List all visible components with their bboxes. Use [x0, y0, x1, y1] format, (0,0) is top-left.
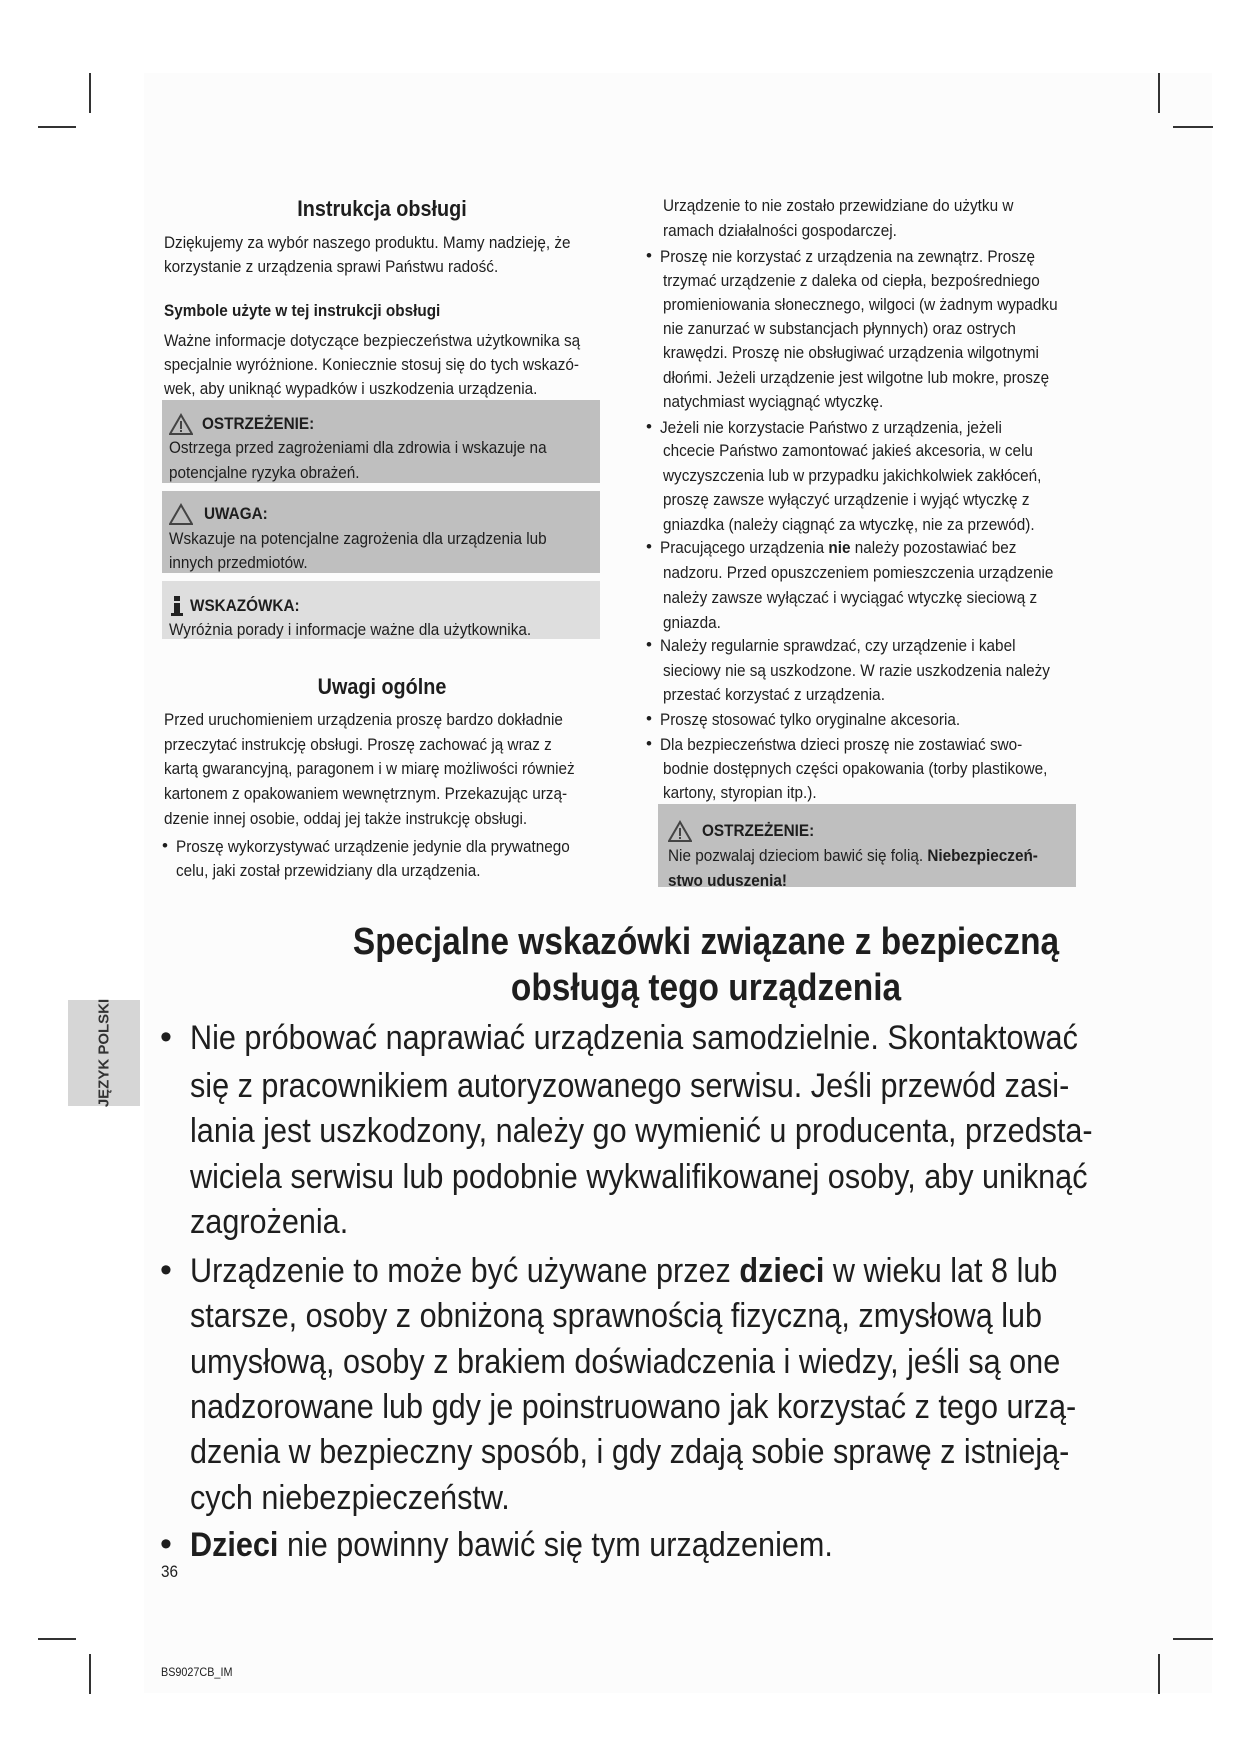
bullet-icon: •	[160, 1017, 172, 1056]
safety-bullet-line: dzenia w bezpieczny sposób, i gdy zdają sobie sprawę z istnieją-	[190, 1433, 1070, 1471]
bullet-line: krawędzi. Proszę nie obsługiwać urządzenia wilgotnymi	[663, 343, 1039, 362]
warning-triangle-icon	[169, 413, 193, 435]
text-segment: Nie pozwalaj dzieciom bawić się folią.	[668, 846, 928, 865]
paragraph-line: Urządzenie to nie zostało przewidziane do użytku w	[663, 196, 1014, 215]
paragraph-line: kartą gwarancyjną, paragonem i w miarę możliwości również	[164, 759, 575, 778]
bullet-line: trzymać urządzenie z daleka od ciepła, bezpośredniego	[663, 271, 1040, 290]
paragraph-line: przeczytać instrukcję obsługi. Proszę zachować ją wraz z	[164, 735, 552, 754]
text-segment: nie powinny bawić się tym urządzeniem.	[278, 1526, 833, 1564]
bullet-icon: •	[160, 1524, 172, 1563]
language-label: JĘZYK POLSKI	[95, 998, 113, 1108]
bullet-line: Dla bezpieczeństwa dzieci proszę nie zostawiać swo-	[660, 735, 1023, 754]
crop-mark	[89, 73, 91, 113]
tip-label: WSKAZÓWKA:	[190, 596, 300, 615]
page-number: 36	[161, 1562, 179, 1581]
section-title: Instrukcja obsługi	[297, 196, 467, 221]
crop-mark	[38, 126, 76, 128]
bullet-line: należy zawsze wyłączać i wyciągać wtyczkę sieciową z	[663, 588, 1038, 607]
bullet-line: bodnie dostępnych części opakowania (torby plastikowe,	[663, 759, 1048, 778]
bullet-line: wyczyszczenia lub w przypadku jakichkolwiek zakłóceń,	[663, 466, 1042, 485]
bullet-icon: •	[646, 635, 652, 655]
safety-bullet-line: zagrożenia.	[190, 1203, 349, 1241]
caution-text: Wskazuje na potencjalne zagrożenia dla urządzenia lub	[169, 529, 547, 548]
safety-bullet-line	[190, 1249, 1057, 1293]
crop-mark	[1158, 73, 1160, 113]
safety-bullet-line: starsze, osoby z obniżoną sprawnością fizyczną, zmysłową lub	[190, 1297, 1043, 1335]
bullet-icon: •	[646, 537, 652, 557]
bullet-line: sieciowy nie są uszkodzone. W razie uszkodzenia należy	[663, 661, 1050, 680]
text-segment: Pracującego urządzenia	[660, 538, 829, 557]
crop-mark	[1173, 1638, 1213, 1640]
text-segment: należy pozostawiać bez	[850, 538, 1017, 557]
caution-triangle-icon	[169, 503, 193, 525]
bold-text: dzieci	[739, 1252, 825, 1290]
bullet-line: dłońmi. Jeżeli urządzenie jest wilgotne lub mokre, proszę	[663, 368, 1050, 387]
safety-bullet-line: nadzorowane lub gdy je poinstruowano jak korzystać z tego urzą-	[190, 1388, 1077, 1426]
bullet-icon: •	[646, 246, 652, 266]
bullet-icon: •	[160, 1250, 172, 1289]
bullet-icon: •	[646, 734, 652, 754]
bold-text: stwo uduszenia!	[668, 871, 788, 890]
paragraph-line: Ważne informacje dotyczące bezpieczeństwa użytkownika są	[164, 331, 581, 350]
document-code: BS9027CB_IM	[161, 1665, 233, 1679]
bold-text: nie	[828, 538, 851, 557]
bullet-line: przestać korzystać z urządzenia.	[663, 685, 885, 704]
bullet-line: nie zanurzać w substancjach płynnych) oraz ostrych	[663, 319, 1016, 338]
paragraph-line: dzenie innej osobie, oddaj jej także instrukcję obsługi.	[164, 809, 528, 828]
bold-text: Dzieci	[190, 1526, 279, 1564]
safety-bullet-line: się z pracownikiem autoryzowanego serwisu. Jeśli przewód zasi-	[190, 1067, 1070, 1105]
bold-text: Niebezpieczeń-	[927, 846, 1038, 865]
safety-bullet-line: wiciela serwisu lub podobnie wykwalifikowanej osoby, aby uniknąć	[190, 1158, 1088, 1196]
crop-mark	[89, 1654, 91, 1694]
warning-text: potencjalne ryzyka obrażeń.	[169, 463, 360, 482]
text-segment: Urządzenie to może być używane przez	[190, 1252, 740, 1290]
bullet-line: natychmiast wyciągnąć wtyczkę.	[663, 392, 884, 411]
warning-text	[668, 869, 787, 893]
safety-bullet-line: Nie próbować naprawiać urządzenia samodzielnie. Skontaktować	[190, 1019, 1078, 1057]
warning-label: OSTRZEŻENIE:	[702, 821, 815, 840]
paragraph-line: kartonem z opakowaniem wewnętrznym. Przekazując urzą-	[164, 784, 568, 803]
info-icon	[166, 595, 190, 617]
caution-text: innych przedmiotów.	[169, 553, 308, 572]
bullet-line: Jeżeli nie korzystacie Państwo z urządzenia, jeżeli	[660, 418, 1002, 437]
crop-mark	[38, 1638, 76, 1640]
warning-text	[668, 844, 1038, 868]
bullet-line: gniazda.	[663, 613, 721, 632]
paragraph-line: korzystanie z urządzenia sprawi Państwu radość.	[164, 257, 499, 276]
bullet-icon: •	[162, 836, 168, 856]
safety-bullet-line	[190, 1523, 833, 1567]
warning-label: OSTRZEŻENIE:	[202, 414, 315, 433]
safety-bullet-line: cych niebezpieczeństw.	[190, 1479, 510, 1517]
bullet-icon: •	[646, 709, 652, 729]
tip-text: Wyróżnia porady i informacje ważne dla użytkownika.	[169, 620, 532, 639]
bullet-line: kartony, styropian itp.).	[663, 783, 817, 802]
crop-mark	[1173, 126, 1213, 128]
bullet-line: gniazdka (należy ciągnąć za wtyczkę, nie za przewód).	[663, 515, 1035, 534]
bullet-line: Proszę nie korzystać z urządzenia na zewnątrz. Proszę	[660, 247, 1036, 266]
text-segment: w wieku lat 8 lub	[824, 1252, 1058, 1290]
safety-title: obsługą tego urządzenia	[510, 967, 902, 1009]
warning-triangle-icon	[668, 820, 692, 842]
paragraph-line: ramach działalności gospodarczej.	[663, 221, 897, 240]
paragraph-line: Przed uruchomieniem urządzenia proszę bardzo dokładnie	[164, 710, 563, 729]
safety-bullet-line: umysłową, osoby z brakiem doświadczenia i wiedzy, jeśli są one	[190, 1343, 1061, 1381]
subsection-heading: Symbole użyte w tej instrukcji obsługi	[164, 301, 441, 320]
bullet-line: Należy regularnie sprawdzać, czy urządzenie i kabel	[660, 636, 1016, 655]
paragraph-line: wek, aby uniknąć wypadków i uszkodzenia urządzenia.	[164, 379, 538, 398]
bullet-line: Proszę stosować tylko oryginalne akcesoria.	[660, 710, 961, 729]
bullet-line: Proszę wykorzystywać urządzenie jedynie dla prywatnego	[176, 837, 570, 856]
bullet-line: chcecie Państwo zamontować jakieś akcesoria, w celu	[663, 441, 1033, 460]
bullet-line	[660, 536, 1016, 560]
bullet-line: nadzoru. Przed opuszczeniem pomieszczenia urządzenie	[663, 563, 1054, 582]
bullet-icon: •	[646, 417, 652, 437]
crop-mark	[1158, 1654, 1160, 1694]
safety-bullet-line: lania jest uszkodzony, należy go wymienić u producenta, przedsta-	[190, 1112, 1093, 1150]
paragraph-line: specjalnie wyróżnione. Koniecznie stosuj się do tych wskazó-	[164, 355, 580, 374]
language-side-tab	[68, 1000, 140, 1106]
caution-label: UWAGA:	[204, 504, 268, 523]
warning-text: Ostrzega przed zagrożeniami dla zdrowia i wskazuje na	[169, 438, 547, 457]
bullet-line: proszę zawsze wyłączyć urządzenie i wyjąć wtyczkę z	[663, 490, 1030, 509]
bullet-line: promieniowania słonecznego, wilgoci (w żadnym wypadku	[663, 295, 1058, 314]
safety-title: Specjalne wskazówki związane z bezpieczną	[352, 921, 1060, 963]
section-title: Uwagi ogólne	[317, 674, 447, 699]
paragraph-line: Dziękujemy za wybór naszego produktu. Mamy nadzieję, że	[164, 233, 571, 252]
bullet-line: celu, jaki został przewidziany dla urządzenia.	[176, 861, 481, 880]
